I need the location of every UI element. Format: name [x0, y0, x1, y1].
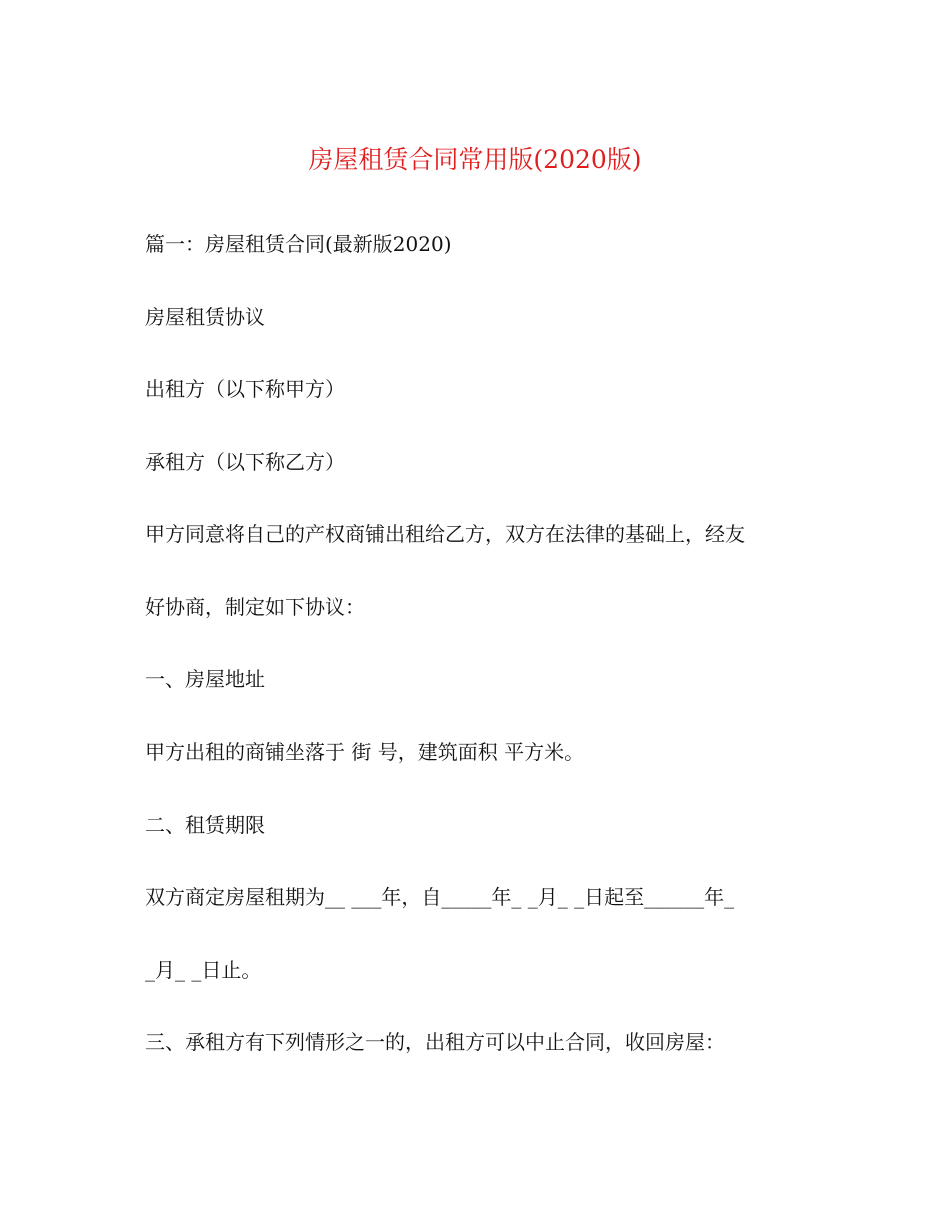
clause-address-text: 甲方出租的商铺坐落于 街 号，建筑面积 平方米。: [145, 740, 585, 764]
clause-term-text-line-2: _月_ _日止。: [145, 958, 262, 982]
paragraph-intro-line-1: 甲方同意将自己的产权商铺出租给乙方，双方在法律的基础上，经友: [145, 522, 745, 546]
agreement-heading: 房屋租赁协议: [145, 305, 265, 329]
section-heading-part-one: 篇一：房屋租赁合同(最新版2020): [145, 232, 452, 256]
clause-term-text-line-1: 双方商定房屋租期为__ ___年，自_____年_ _月_ _日起至______年_: [145, 885, 735, 909]
lessor-line: 出租方（以下称甲方）: [145, 377, 345, 401]
clause-heading-term: 二、租赁期限: [145, 813, 265, 837]
clause-heading-termination: 三、承租方有下列情形之一的，出租方可以中止合同，收回房屋：: [145, 1030, 725, 1054]
clause-heading-address: 一、房屋地址: [145, 667, 265, 691]
lessee-line: 承租方（以下称乙方）: [145, 450, 345, 474]
paragraph-intro-line-2: 好协商，制定如下协议：: [145, 595, 365, 619]
document-title: 房屋租赁合同常用版(2020版): [308, 145, 642, 174]
